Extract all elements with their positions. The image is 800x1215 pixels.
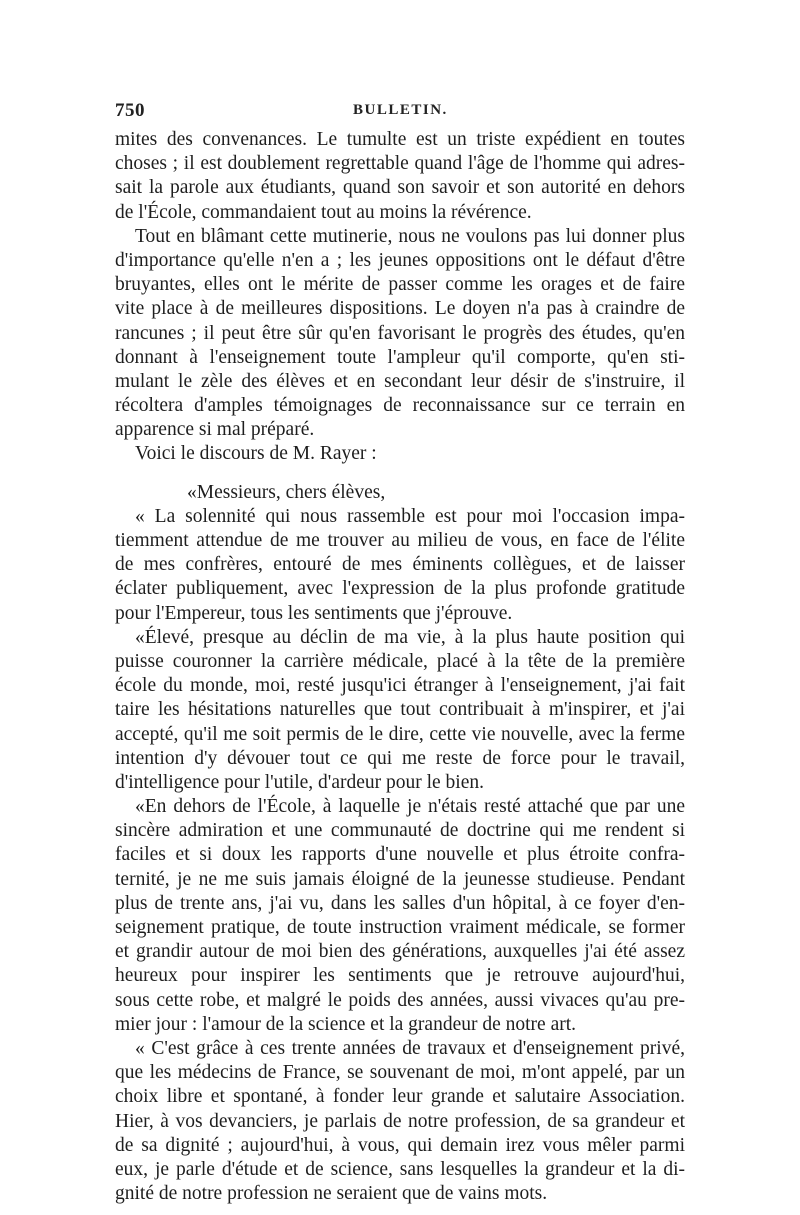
text-line: accepté, qu'il me soit permis de le dire, cette vie nouvelle, avec la ferme xyxy=(115,723,685,745)
running-title: BULLETIN. xyxy=(353,102,448,118)
running-header xyxy=(115,100,685,124)
text-line: tiemment attendue de me trouver au milieu de vous, en face de l'élite xyxy=(115,530,685,551)
text-line: «Élevé, presque au déclin de ma vie, à la plus haute position qui xyxy=(135,626,685,648)
text-line: taire les hésitations naturelles que tout contribuait à m'inspirer, et j'ai xyxy=(115,699,685,721)
text-line: choix libre et spontané, à fonder leur grande et salutaire Association. xyxy=(115,1086,685,1108)
text-line: sous cette robe, et malgré le poids des années, aussi vivaces qu'au pre- xyxy=(115,989,685,1011)
text-line: ternité, je ne me suis jamais éloigné de la jeunesse studieuse. Pendant xyxy=(115,868,685,890)
text-line: mier jour : l'amour de la science et la grandeur de notre art. xyxy=(115,1013,577,1035)
text-line: de sa dignité ; aujourd'hui, à vous, qui demain irez vous mêler parmi xyxy=(115,1134,685,1156)
text-line: pour l'Empereur, tous les sentiments que j'éprouve. xyxy=(115,602,513,624)
text-line: « La solennité qui nous rassemble est pour moi l'occasion impa- xyxy=(135,505,685,527)
text-line: « C'est grâce à ces trente années de travaux et d'enseignement privé, xyxy=(135,1037,685,1059)
text-line: récoltera d'amples témoignages de reconnaissance sur ce terrain en xyxy=(115,395,685,417)
text-line: gnité de notre profession ne seraient que de vains mots. xyxy=(115,1183,548,1205)
text-line: donnant à l'enseignement toute l'ampleur qu'il comporte, qu'en sti- xyxy=(115,346,685,368)
text-line: sincère admiration et une communauté de doctrine qui me rendent si xyxy=(115,820,685,842)
text-line: eux, je parle d'étude et de science, sans lesquelles la grandeur et la di- xyxy=(115,1158,685,1180)
text-line: école du monde, moi, resté jusqu'ici étranger à l'enseignement, j'ai fait xyxy=(115,675,685,697)
text-line: mulant le zèle des élèves et en secondant leur désir de s'instruire, il xyxy=(115,370,685,392)
text-line: apparence si mal préparé. xyxy=(115,419,315,441)
text-line: puisse couronner la carrière médicale, placé à la tête de la première xyxy=(115,650,685,672)
text-line: mites des convenances. Le tumulte est un triste expédient en toutes xyxy=(115,129,685,150)
text-line: d'importance qu'elle n'en a ; les jeunes oppositions ont le défaut d'être xyxy=(115,249,685,271)
text-line: de mes confrères, entouré de mes éminents collègues, et de laisser xyxy=(115,554,685,576)
text-line: bruyantes, elles ont le mérite de passer comme les orages et de faire xyxy=(115,274,685,296)
text-line: seignement pratique, de toute instruction vraiment médicale, se former xyxy=(115,917,685,938)
text-line: Tout en blâmant cette mutinerie, nous ne voulons pas lui donner plus xyxy=(135,225,685,247)
text-line: éclater publiquement, avec l'expression de la plus profonde gratitude xyxy=(115,578,685,600)
text-line: et grandir autour de moi bien des générations, auxquelles j'ai été assez xyxy=(115,941,685,963)
page-number: 750 xyxy=(115,100,145,121)
text-line: de l'École, commandaient tout au moins la révérence. xyxy=(115,201,532,223)
text-line: rancunes ; il peut être sûr qu'en favorisant le progrès des études, qu'en xyxy=(115,322,685,344)
text-line: sait la parole aux étudiants, quand son savoir et son autorité en dehors xyxy=(115,177,685,199)
text-line: que les médecins de France, se souvenant de moi, m'ont appelé, par un xyxy=(115,1062,685,1084)
text-line: plus de trente ans, j'ai vu, dans les salles d'un hôpital, à ce foyer d'en- xyxy=(115,892,685,914)
text-line: faciles et si doux les rapports d'une nouvelle et plus étroite confra- xyxy=(115,844,685,866)
text-line: «En dehors de l'École, à laquelle je n'étais resté attaché que par une xyxy=(135,796,685,818)
text-line: d'intelligence pour l'utile, d'ardeur pour le bien. xyxy=(115,771,485,793)
text-line: Hier, à vos devanciers, je parlais de notre profession, de sa grandeur et xyxy=(115,1110,685,1132)
text-line: heureux pour inspirer les sentiments que je retrouve aujourd'hui, xyxy=(115,965,685,987)
body-text xyxy=(115,128,685,1206)
text-line: choses ; il est doublement regrettable quand l'âge de l'homme qui adres- xyxy=(115,153,685,175)
text-line: intention d'y dévouer tout ce qui me reste de force pour le travail, xyxy=(115,747,685,769)
text-line: vite place à de meilleures dispositions. Le doyen n'a pas à craindre de xyxy=(115,298,685,320)
text-line: Voici le discours de M. Rayer : xyxy=(135,443,377,465)
salutation-line: «Messieurs, chers élèves, xyxy=(187,481,386,503)
